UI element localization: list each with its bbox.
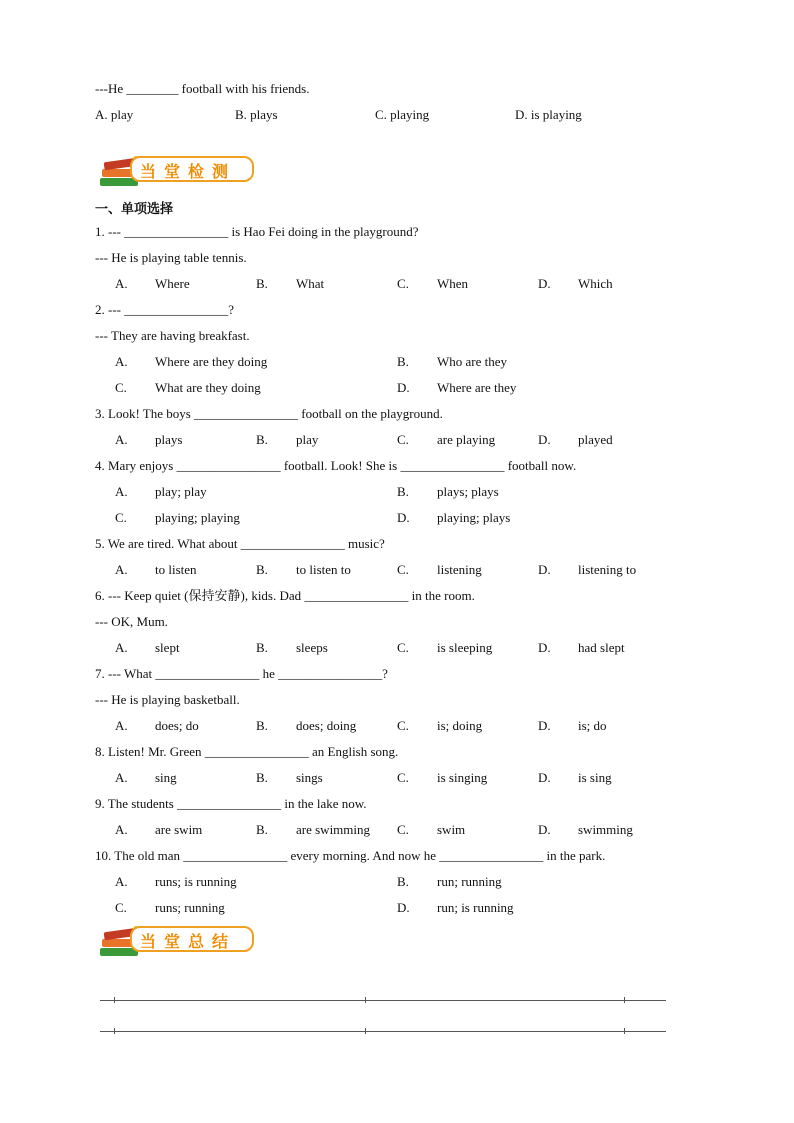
option-text: What are they doing <box>155 380 261 395</box>
option-letter: C. <box>397 562 409 577</box>
option-letter: D. <box>538 640 551 655</box>
option-d[interactable] <box>538 822 633 838</box>
option-letter: C. <box>397 822 409 837</box>
option-letter: C. <box>115 510 127 525</box>
option-b[interactable] <box>397 874 502 890</box>
option-letter: D. <box>538 276 551 291</box>
option-text: is singing <box>437 770 488 785</box>
question-dialogue-line: --- He is playing basketball. <box>95 692 240 707</box>
option-letter: D. <box>538 562 551 577</box>
option-d[interactable] <box>538 276 613 292</box>
option-text: play; play <box>155 484 207 499</box>
option-d[interactable] <box>538 562 636 578</box>
option-a[interactable] <box>115 640 180 656</box>
option-b[interactable] <box>256 562 351 578</box>
question-stem: 5. We are tired. What about ________________ music? <box>95 536 385 551</box>
option-letter: B. <box>256 432 268 447</box>
option-letter: B. <box>397 874 409 889</box>
option-c[interactable] <box>115 380 261 396</box>
option-text: runs; is running <box>155 874 237 889</box>
option-c[interactable] <box>397 640 492 656</box>
option-letter: B. <box>256 770 268 785</box>
option-d[interactable] <box>538 640 625 656</box>
option-letter: C. <box>115 380 127 395</box>
intro-option-c[interactable]: C. playing <box>375 107 430 122</box>
option-letter: A. <box>115 432 128 447</box>
option-letter: B. <box>397 484 409 499</box>
option-text: to listen <box>155 562 197 577</box>
option-c[interactable] <box>397 770 487 786</box>
option-text: plays <box>155 432 183 447</box>
question-stem: 1. --- ________________ is Hao Fei doing in the playground? <box>95 224 419 239</box>
option-text: slept <box>155 640 180 655</box>
option-letter: A. <box>115 484 128 499</box>
option-text: sleeps <box>296 640 328 655</box>
option-a[interactable] <box>115 484 207 500</box>
option-b[interactable] <box>256 770 323 786</box>
question-dialogue-line: --- He is playing table tennis. <box>95 250 247 265</box>
option-text: swimming <box>578 822 633 837</box>
option-a[interactable] <box>115 562 197 578</box>
option-text: are swim <box>155 822 203 837</box>
intro-option-a[interactable]: A. play <box>95 107 134 122</box>
option-letter: C. <box>115 900 127 915</box>
option-d[interactable] <box>397 900 514 916</box>
option-b[interactable] <box>397 354 507 370</box>
option-c[interactable] <box>397 562 482 578</box>
intro-option-d[interactable]: D. is playing <box>515 107 582 122</box>
option-text: Who are they <box>437 354 508 369</box>
option-letter: D. <box>397 900 410 915</box>
intro-option-b[interactable]: B. plays <box>235 107 278 122</box>
option-letter: D. <box>538 432 551 447</box>
option-d[interactable] <box>397 380 516 396</box>
option-d[interactable] <box>538 770 612 786</box>
option-text: Which <box>578 276 613 291</box>
option-text: sing <box>155 770 177 785</box>
banner-classroom-test <box>96 152 258 188</box>
question-dialogue-line: --- They are having breakfast. <box>95 328 250 343</box>
option-text: When <box>437 276 469 291</box>
option-letter: D. <box>538 822 551 837</box>
option-letter: B. <box>256 562 268 577</box>
summary-writing-line[interactable] <box>100 1000 666 1001</box>
option-text: played <box>578 432 613 447</box>
option-c[interactable] <box>397 822 465 838</box>
option-letter: A. <box>115 718 128 733</box>
option-a[interactable] <box>115 432 182 448</box>
option-b[interactable] <box>256 432 318 448</box>
question-stem: 3. Look! The boys ________________ football on the playground. <box>95 406 443 421</box>
option-a[interactable] <box>115 822 202 838</box>
option-text: Where are they <box>437 380 517 395</box>
option-b[interactable] <box>256 276 324 292</box>
option-text: to listen to <box>296 562 351 577</box>
option-c[interactable] <box>115 510 240 526</box>
option-c[interactable] <box>397 276 468 292</box>
option-letter: A. <box>115 874 128 889</box>
option-text: are swimming <box>296 822 371 837</box>
option-letter: C. <box>397 770 409 785</box>
option-letter: D. <box>397 380 410 395</box>
option-text: play <box>296 432 319 447</box>
option-letter: A. <box>115 562 128 577</box>
option-c[interactable] <box>115 900 225 916</box>
option-b[interactable] <box>256 718 356 734</box>
option-letter: A. <box>115 640 128 655</box>
option-letter: B. <box>397 354 409 369</box>
option-text: playing; plays <box>437 510 511 525</box>
option-letter: D. <box>538 718 551 733</box>
option-a[interactable] <box>115 874 237 890</box>
option-d[interactable] <box>538 432 613 448</box>
option-letter: B. <box>256 276 268 291</box>
option-letter: C. <box>397 718 409 733</box>
banner-classroom-summary <box>96 922 258 958</box>
option-letter: C. <box>397 432 409 447</box>
option-d[interactable] <box>538 718 607 734</box>
option-d[interactable] <box>397 510 510 526</box>
banner-title: 当堂检测 <box>140 162 237 181</box>
option-text: is sing <box>578 770 612 785</box>
option-text: sings <box>296 770 323 785</box>
option-a[interactable] <box>115 718 199 734</box>
option-text: listening <box>437 562 482 577</box>
option-c[interactable] <box>397 718 482 734</box>
option-text: run; is running <box>437 900 514 915</box>
option-letter: C. <box>397 276 409 291</box>
option-a[interactable] <box>115 354 267 370</box>
option-text: are playing <box>437 432 496 447</box>
option-text: Where are they doing <box>155 354 268 369</box>
option-letter: B. <box>256 718 268 733</box>
option-letter: A. <box>115 822 128 837</box>
option-letter: A. <box>115 354 128 369</box>
option-text: had slept <box>578 640 625 655</box>
option-text: What <box>296 276 325 291</box>
option-text: runs; running <box>155 900 225 915</box>
option-letter: A. <box>115 770 128 785</box>
option-text: Where <box>155 276 190 291</box>
option-letter: D. <box>397 510 410 525</box>
option-letter: D. <box>538 770 551 785</box>
option-text: swim <box>437 822 466 837</box>
option-letter: B. <box>256 822 268 837</box>
option-text: plays; plays <box>437 484 499 499</box>
option-text: does; do <box>155 718 199 733</box>
banner-title: 当堂总结 <box>140 932 237 951</box>
option-c[interactable] <box>397 432 495 448</box>
intro-line: ---He ________ football with his friends. <box>95 81 310 96</box>
question-dialogue-line: --- OK, Mum. <box>95 614 168 629</box>
question-stem: 9. The students ________________ in the lake now. <box>95 796 367 811</box>
option-text: run; running <box>437 874 502 889</box>
option-b[interactable] <box>256 822 370 838</box>
option-a[interactable] <box>115 770 177 786</box>
question-stem: 8. Listen! Mr. Green ________________ an English song. <box>95 744 399 759</box>
option-text: does; doing <box>296 718 357 733</box>
option-a[interactable] <box>115 276 190 292</box>
option-text: is; doing <box>437 718 483 733</box>
section-title: 一、单项选择 <box>95 202 174 217</box>
question-stem: 2. --- ________________? <box>95 302 235 317</box>
option-text: is; do <box>578 718 607 733</box>
question-stem: 7. --- What ________________ he ________________? <box>95 666 388 681</box>
question-stem: 10. The old man ________________ every morning. And now he ________________ in the park. <box>95 848 606 863</box>
question-stem: 4. Mary enjoys ________________ football. Look! She is ________________ football now. <box>95 458 577 473</box>
option-letter: C. <box>397 640 409 655</box>
option-text: listening to <box>578 562 637 577</box>
option-text: is sleeping <box>437 640 493 655</box>
option-letter: B. <box>256 640 268 655</box>
summary-writing-line[interactable] <box>100 1031 666 1032</box>
option-b[interactable] <box>256 640 328 656</box>
option-text: playing; playing <box>155 510 240 525</box>
option-letter: A. <box>115 276 128 291</box>
question-stem: 6. --- Keep quiet (保持安静), kids. Dad ________________ in the room. <box>95 588 475 603</box>
option-b[interactable] <box>397 484 499 500</box>
